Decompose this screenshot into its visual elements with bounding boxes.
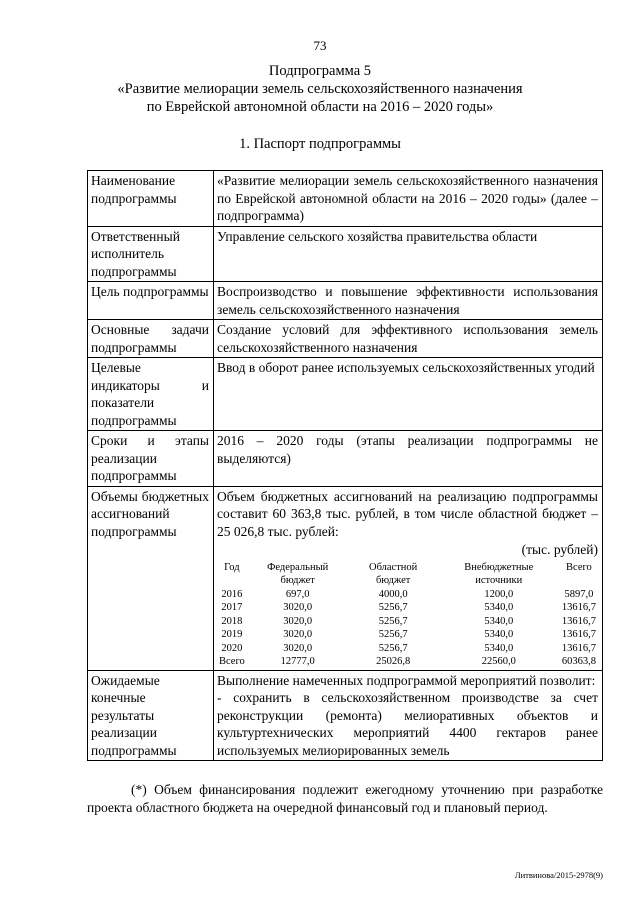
finance-cell: 2017 <box>221 602 243 613</box>
finance-cell: 3020,0 <box>283 629 313 640</box>
tasks-label: Основные задачи подпрограммы <box>88 320 214 358</box>
table-row <box>88 171 603 227</box>
finance-header-row <box>217 561 598 588</box>
page-number: 73 <box>313 38 327 53</box>
indicators-label: Целевые индикаторы и показатели подпрограммы <box>88 358 214 431</box>
budget-value: Объем бюджетных ассигнований на реализацию подпрограммы составит 60 363,8 тыс. рублей, в том числе областной бюджет – 25 026,8 тыс. рублей: <box>217 488 598 539</box>
finance-cell: 5256,7 <box>378 615 408 627</box>
terms-value: 2016 – 2020 годы (этапы реализации подпрограммы не выделяются) <box>214 431 603 487</box>
finance-row <box>217 588 598 602</box>
table-row <box>88 282 603 320</box>
finance-cell: 3020,0 <box>283 615 313 627</box>
finance-cell: 5256,7 <box>378 629 408 640</box>
table-row <box>88 431 603 487</box>
finance-header: Всего <box>566 561 592 573</box>
finance-cell: 5256,7 <box>378 642 408 654</box>
results-item: - сохранить в сельскохозяйственном производстве за счет реконструкции (ремонта) мелиоративных объектов и культуртехнических мероприятий 4400 гектаров ранее используемых мелиорированных земель <box>217 690 598 758</box>
results-intro: Выполнение намеченных подпрограммой мероприятий позволит: <box>217 672 596 688</box>
table-row <box>88 486 603 670</box>
executor-label: Ответственный исполнитель подпрограммы <box>88 226 214 282</box>
finance-row <box>217 642 598 656</box>
finance-cell: 13616,7 <box>561 602 596 613</box>
finance-total-row <box>217 655 598 669</box>
finance-header: Федеральный бюджет <box>267 561 329 586</box>
indicators-value: Ввод в оборот ранее используемых сельскохозяйственных угодий <box>214 358 603 431</box>
goal-label: Цель подпрограммы <box>88 282 214 320</box>
finance-cell: 3020,0 <box>283 642 313 654</box>
finance-cell: 5340,0 <box>484 642 514 654</box>
finance-cell: 5897,0 <box>564 588 594 600</box>
finance-row <box>217 628 598 642</box>
finance-header: Внебюджетные источники <box>464 561 534 586</box>
table-row <box>88 358 603 431</box>
finance-cell: 2018 <box>221 615 243 627</box>
results-cell <box>214 670 603 761</box>
finance-cell: 5340,0 <box>484 602 514 613</box>
finance-cell: 3020,0 <box>283 602 313 613</box>
document-code: Литвинова/2015-2978(9) <box>514 870 603 880</box>
finance-cell: 5340,0 <box>484 629 514 640</box>
footnote-text: (*) Объем финансирования подлежит ежегодному уточнению при разработке проекта областного бюджета на очередной финансовый год и плановый период. <box>87 782 603 815</box>
finance-cell: Всего <box>219 656 245 667</box>
finance-cell: 5340,0 <box>484 615 514 627</box>
name-value: «Развитие мелиорации земель сельскохозяйственного назначения по Еврейской автономной области на 2016 – 2020 годы» (далее – подпрограмма) <box>214 171 603 227</box>
finance-cell: 2019 <box>221 629 243 640</box>
budget-cell <box>214 486 603 670</box>
executor-value: Управление сельского хозяйства правительства области <box>214 226 603 282</box>
finance-cell: 1200,0 <box>484 588 514 600</box>
name-label: Наименование подпрограммы <box>88 171 214 227</box>
finance-cell: 4000,0 <box>378 588 408 600</box>
document-title <box>110 62 530 116</box>
finance-cell: 5256,7 <box>378 602 408 613</box>
budget-unit: (тыс. рублей) <box>521 542 598 557</box>
finance-cell: 13616,7 <box>561 629 596 640</box>
budget-label: Объемы бюджетных ассигнований подпрограммы <box>88 486 214 670</box>
finance-cell: 2016 <box>221 588 243 600</box>
results-label: Ожидаемые конечные результаты реализации подпрограммы <box>88 670 214 761</box>
finance-cell: 13616,7 <box>561 642 596 654</box>
terms-label: Сроки и этапы реализации подпрограммы <box>88 431 214 487</box>
table-row <box>88 320 603 358</box>
passport-table <box>87 170 603 761</box>
subprogram-name: «Развитие мелиорации земель сельскохозяйственного назначения по Еврейской автономной области на 2016 – 2020 годы» <box>117 81 523 115</box>
finance-cell: 60363,8 <box>561 656 596 667</box>
finance-cell: 22560,0 <box>481 656 516 667</box>
tasks-value: Создание условий для эффективного использования земель сельскохозяйственного назначения <box>214 320 603 358</box>
finance-cell: 12777,0 <box>280 656 315 667</box>
finance-header: Областной бюджет <box>368 561 418 586</box>
finance-row <box>217 615 598 629</box>
finance-cell: 697,0 <box>285 588 310 600</box>
finance-header: Год <box>224 561 240 573</box>
table-row <box>88 670 603 761</box>
section-title: 1. Паспорт подпрограммы <box>239 136 401 152</box>
table-row <box>88 226 603 282</box>
finance-row <box>217 601 598 615</box>
goal-value: Воспроизводство и повышение эффективности использования земель сельскохозяйственного назначения <box>214 282 603 320</box>
footnote <box>87 781 603 817</box>
finance-table <box>217 561 598 669</box>
subprogram-number: Подпрограмма 5 <box>268 63 372 79</box>
finance-cell: 25026,8 <box>376 656 411 667</box>
finance-cell: 2020 <box>221 642 243 654</box>
finance-cell: 13616,7 <box>561 615 596 627</box>
